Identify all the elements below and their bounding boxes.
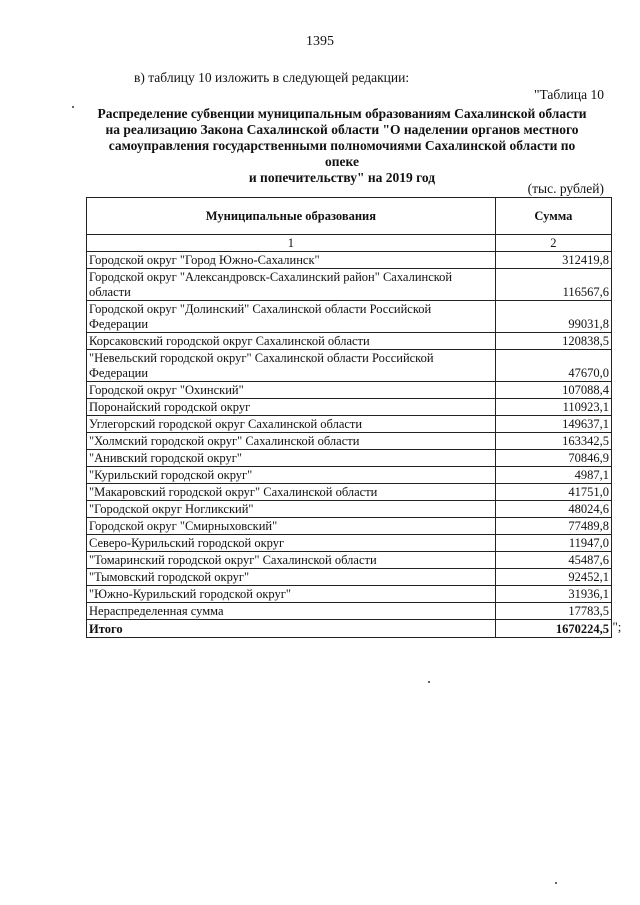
municipality-name: "Южно-Курильский городской округ" — [87, 586, 496, 603]
document-title — [96, 106, 588, 186]
table-row — [87, 333, 612, 350]
table-row — [87, 501, 612, 518]
subvention-sum: 17783,5 — [495, 603, 611, 620]
subvention-sum: 107088,4 — [495, 382, 611, 399]
title-line: самоуправления государственными полномочиями Сахалинской области по опеке — [108, 138, 576, 169]
municipality-name: Городской округ "Город Южно-Сахалинск" — [87, 252, 496, 269]
municipality-name: Городской округ "Смирныховский" — [87, 518, 496, 535]
table-row — [87, 586, 612, 603]
table-row — [87, 535, 612, 552]
header-municipality: Муниципальные образования — [87, 198, 496, 235]
municipality-name: Нераспределенная сумма — [87, 603, 496, 620]
scan-speck — [555, 882, 557, 884]
subvention-sum: 45487,6 — [495, 552, 611, 569]
subvention-sum: 48024,6 — [495, 501, 611, 518]
subvention-sum: 116567,6 — [495, 269, 611, 301]
municipality-name: Городской округ "Александровск-Сахалинский район" Сахалинской области — [87, 269, 496, 301]
municipality-name: "Курильский городской округ" — [87, 467, 496, 484]
intro-text: в) таблицу 10 изложить в следующей редакции: — [134, 70, 410, 85]
table-row — [87, 518, 612, 535]
subvention-sum: 120838,5 — [495, 333, 611, 350]
total-label: Итого — [87, 620, 496, 638]
column-index-row — [87, 235, 612, 252]
total-sum: 1670224,5 — [495, 620, 611, 638]
municipality-name: Корсаковский городской округ Сахалинской области — [87, 333, 496, 350]
table-row — [87, 552, 612, 569]
municipality-name: "Тымовский городской округ" — [87, 569, 496, 586]
municipality-name: Городской округ "Долинский" Сахалинской области Российской Федерации — [87, 301, 496, 333]
title-line: и попечительству" на 2019 год — [248, 170, 436, 185]
scan-speck — [72, 106, 74, 108]
subvention-sum: 4987,1 — [495, 467, 611, 484]
table-row — [87, 252, 612, 269]
table-row — [87, 603, 612, 620]
table-label: "Таблица 10 — [534, 87, 604, 102]
municipality-name: "Анивский городской округ" — [87, 450, 496, 467]
table-row — [87, 301, 612, 333]
table-row — [87, 433, 612, 450]
closing-quote-mark: "; — [612, 618, 622, 634]
subvention-sum: 11947,0 — [495, 535, 611, 552]
subvention-sum: 92452,1 — [495, 569, 611, 586]
unit-label: (тыс. рублей) — [527, 181, 604, 196]
subvention-sum: 70846,9 — [495, 450, 611, 467]
column-index: 2 — [495, 235, 611, 252]
subvention-table — [86, 197, 612, 638]
table-row — [87, 350, 612, 382]
scan-speck — [428, 681, 430, 683]
subvention-sum: 312419,8 — [495, 252, 611, 269]
total-row — [87, 620, 612, 638]
table-row — [87, 269, 612, 301]
municipality-name: Городской округ "Охинский" — [87, 382, 496, 399]
header-row — [87, 198, 612, 235]
municipality-name: "Городской округ Ногликский" — [87, 501, 496, 518]
municipality-name: "Холмский городской округ" Сахалинской области — [87, 433, 496, 450]
municipality-name: Углегорский городской округ Сахалинской области — [87, 416, 496, 433]
subvention-sum: 99031,8 — [495, 301, 611, 333]
table-row — [87, 416, 612, 433]
page-number: 1395 — [306, 34, 334, 49]
table-body — [87, 235, 612, 638]
subvention-sum: 110923,1 — [495, 399, 611, 416]
municipality-name: "Невельский городской округ" Сахалинской области Российской Федерации — [87, 350, 496, 382]
header-sum: Сумма — [495, 198, 611, 235]
municipality-name: Поронайский городской округ — [87, 399, 496, 416]
subvention-sum: 77489,8 — [495, 518, 611, 535]
table-row — [87, 569, 612, 586]
table-row — [87, 484, 612, 501]
subvention-sum: 149637,1 — [495, 416, 611, 433]
subvention-sum: 31936,1 — [495, 586, 611, 603]
table-row — [87, 450, 612, 467]
table-row — [87, 399, 612, 416]
subvention-sum: 41751,0 — [495, 484, 611, 501]
table-row — [87, 382, 612, 399]
table-row — [87, 467, 612, 484]
column-index: 1 — [87, 235, 496, 252]
subvention-sum: 163342,5 — [495, 433, 611, 450]
municipality-name: "Макаровский городской округ" Сахалинской области — [87, 484, 496, 501]
municipality-name: Северо-Курильский городской округ — [87, 535, 496, 552]
title-line: на реализацию Закона Сахалинской области "О наделении органов местного — [105, 122, 579, 137]
subvention-sum: 47670,0 — [495, 350, 611, 382]
title-line: Распределение субвенции муниципальным образованиям Сахалинской области — [97, 106, 587, 121]
municipality-name: "Томаринский городской округ" Сахалинской области — [87, 552, 496, 569]
